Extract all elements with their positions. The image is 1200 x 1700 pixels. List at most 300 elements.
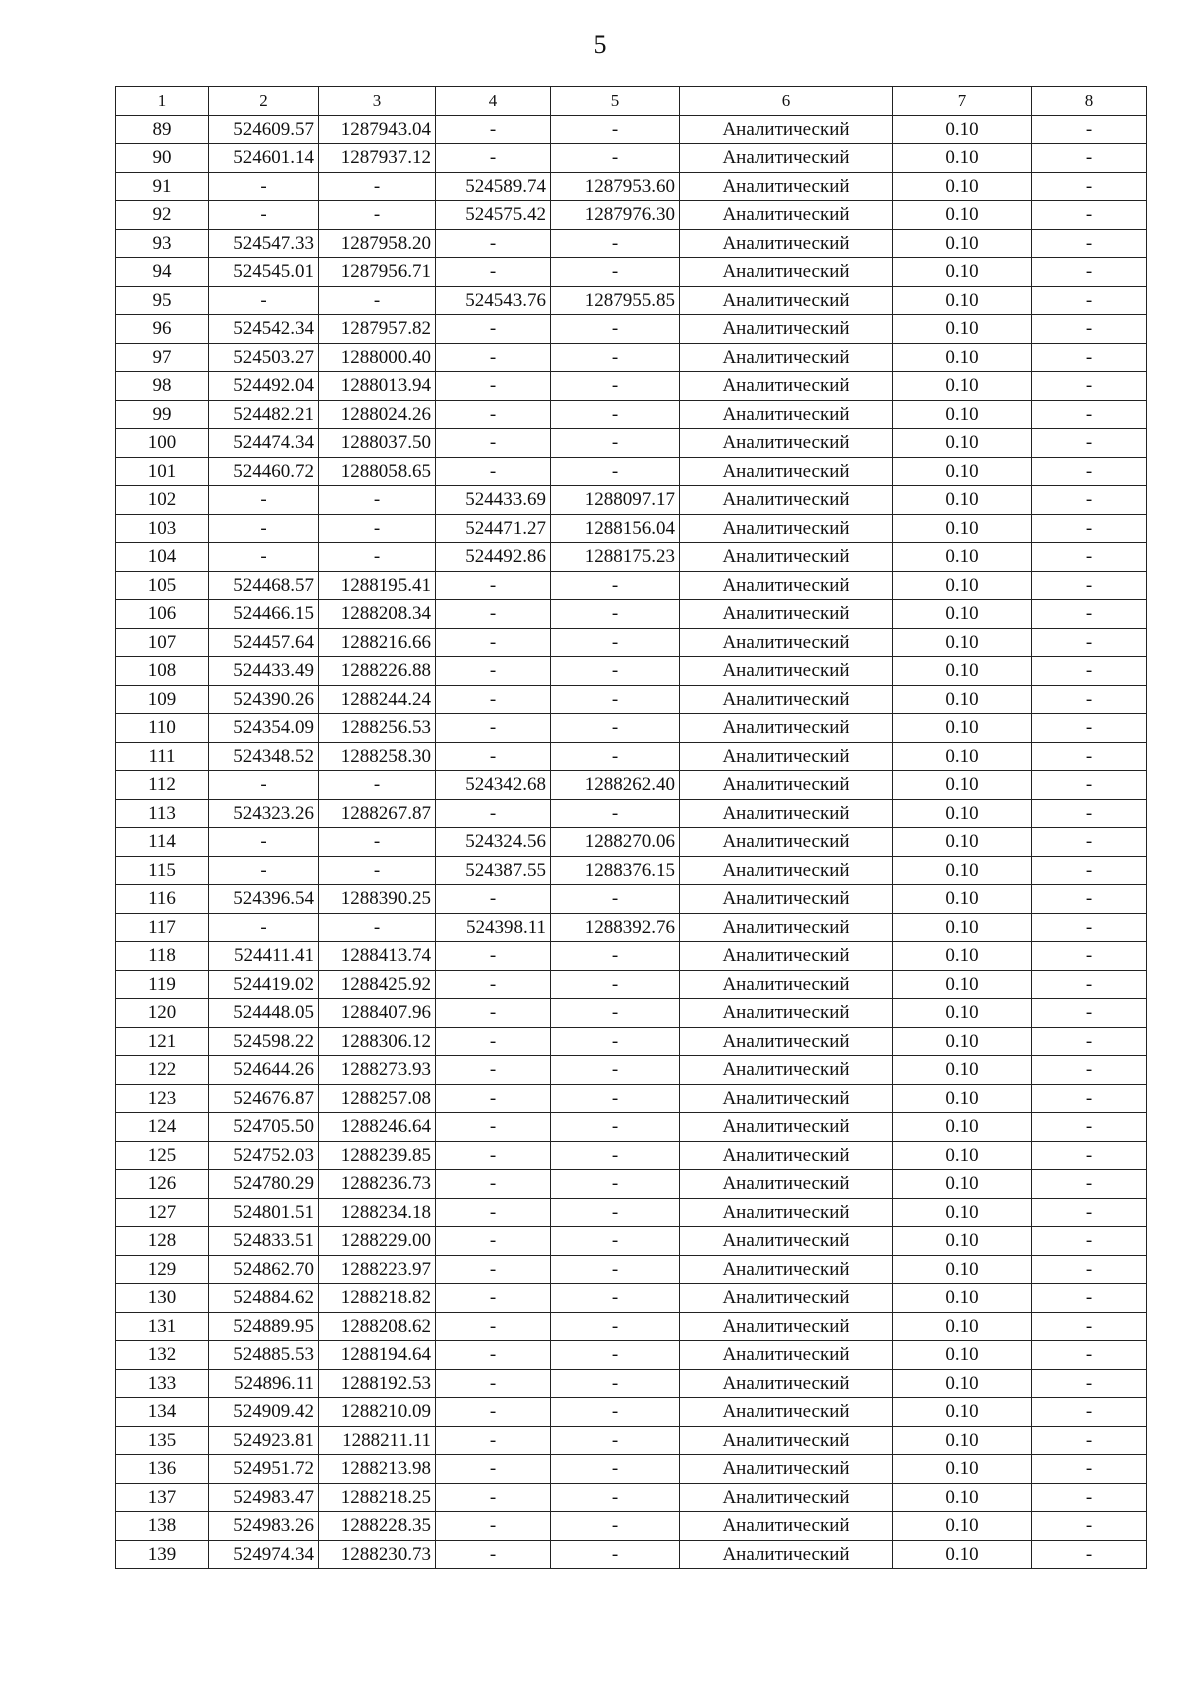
cell-x-new: -	[436, 457, 551, 486]
table-row	[116, 229, 1147, 258]
cell-accuracy: 0.10	[893, 1284, 1032, 1313]
cell-method: Аналитический	[680, 714, 893, 743]
cell-method: Аналитический	[680, 799, 893, 828]
cell-accuracy: 0.10	[893, 657, 1032, 686]
cell-x-existing: 524862.70	[209, 1255, 319, 1284]
cell-x-new: -	[436, 1426, 551, 1455]
cell-y-existing: 1288213.98	[319, 1455, 436, 1484]
cell-point-number: 98	[116, 372, 209, 401]
cell-description: -	[1032, 258, 1147, 287]
cell-x-new: -	[436, 1455, 551, 1484]
cell-accuracy: 0.10	[893, 1483, 1032, 1512]
cell-accuracy: 0.10	[893, 172, 1032, 201]
cell-method: Аналитический	[680, 856, 893, 885]
cell-method: Аналитический	[680, 457, 893, 486]
cell-y-new: -	[551, 400, 680, 429]
table-row	[116, 685, 1147, 714]
cell-x-new: -	[436, 970, 551, 999]
cell-x-existing: 524396.54	[209, 885, 319, 914]
cell-point-number: 119	[116, 970, 209, 999]
cell-accuracy: 0.10	[893, 771, 1032, 800]
table-row	[116, 514, 1147, 543]
cell-y-existing: 1288000.40	[319, 343, 436, 372]
cell-description: -	[1032, 286, 1147, 315]
cell-x-new: -	[436, 1483, 551, 1512]
cell-description: -	[1032, 970, 1147, 999]
cell-method: Аналитический	[680, 1341, 893, 1370]
cell-x-existing: 524609.57	[209, 115, 319, 144]
cell-x-new: -	[436, 400, 551, 429]
cell-point-number: 139	[116, 1540, 209, 1569]
cell-description: -	[1032, 942, 1147, 971]
cell-point-number: 124	[116, 1113, 209, 1142]
cell-point-number: 132	[116, 1341, 209, 1370]
cell-y-new: 1287976.30	[551, 201, 680, 230]
cell-description: -	[1032, 514, 1147, 543]
cell-x-existing: 524896.11	[209, 1369, 319, 1398]
cell-y-new: -	[551, 372, 680, 401]
cell-x-existing: 524801.51	[209, 1198, 319, 1227]
cell-x-new: -	[436, 1056, 551, 1085]
table-row	[116, 999, 1147, 1028]
cell-y-new: -	[551, 1312, 680, 1341]
cell-y-new: -	[551, 999, 680, 1028]
cell-x-existing: 524448.05	[209, 999, 319, 1028]
cell-method: Аналитический	[680, 201, 893, 230]
cell-y-new: -	[551, 885, 680, 914]
cell-accuracy: 0.10	[893, 115, 1032, 144]
cell-accuracy: 0.10	[893, 714, 1032, 743]
cell-y-new: -	[551, 1426, 680, 1455]
cell-y-new: 1288097.17	[551, 486, 680, 515]
cell-point-number: 93	[116, 229, 209, 258]
cell-y-new: -	[551, 429, 680, 458]
cell-x-new: -	[436, 999, 551, 1028]
table-row	[116, 343, 1147, 372]
cell-method: Аналитический	[680, 486, 893, 515]
table-row	[116, 1255, 1147, 1284]
cell-x-existing: 524545.01	[209, 258, 319, 287]
cell-accuracy: 0.10	[893, 514, 1032, 543]
cell-accuracy: 0.10	[893, 571, 1032, 600]
cell-x-existing: 524542.34	[209, 315, 319, 344]
cell-x-existing: -	[209, 771, 319, 800]
cell-x-existing: -	[209, 543, 319, 572]
cell-x-existing: 524482.21	[209, 400, 319, 429]
table-row	[116, 856, 1147, 885]
table-row	[116, 1312, 1147, 1341]
cell-y-new: -	[551, 970, 680, 999]
cell-accuracy: 0.10	[893, 229, 1032, 258]
cell-y-new: 1287953.60	[551, 172, 680, 201]
cell-method: Аналитический	[680, 1398, 893, 1427]
cell-x-existing: 524354.09	[209, 714, 319, 743]
table-row	[116, 1341, 1147, 1370]
cell-x-existing: 524974.34	[209, 1540, 319, 1569]
cell-point-number: 135	[116, 1426, 209, 1455]
cell-description: -	[1032, 1141, 1147, 1170]
cell-accuracy: 0.10	[893, 429, 1032, 458]
cell-accuracy: 0.10	[893, 1113, 1032, 1142]
cell-method: Аналитический	[680, 258, 893, 287]
cell-y-existing: 1288257.08	[319, 1084, 436, 1113]
cell-x-new: 524589.74	[436, 172, 551, 201]
cell-accuracy: 0.10	[893, 1084, 1032, 1113]
cell-accuracy: 0.10	[893, 315, 1032, 344]
cell-y-existing: 1288192.53	[319, 1369, 436, 1398]
cell-x-new: -	[436, 885, 551, 914]
table-row	[116, 543, 1147, 572]
cell-y-new: -	[551, 258, 680, 287]
cell-point-number: 116	[116, 885, 209, 914]
cell-x-new: -	[436, 714, 551, 743]
cell-description: -	[1032, 1227, 1147, 1256]
cell-accuracy: 0.10	[893, 742, 1032, 771]
cell-y-existing: 1288024.26	[319, 400, 436, 429]
cell-y-existing: 1288208.62	[319, 1312, 436, 1341]
cell-y-existing: 1288037.50	[319, 429, 436, 458]
cell-y-new: 1288156.04	[551, 514, 680, 543]
header-cell-5: 5	[551, 87, 680, 116]
cell-x-new: -	[436, 799, 551, 828]
table-row	[116, 1540, 1147, 1569]
cell-x-new: 524543.76	[436, 286, 551, 315]
table-row	[116, 258, 1147, 287]
cell-method: Аналитический	[680, 1284, 893, 1313]
cell-accuracy: 0.10	[893, 942, 1032, 971]
cell-x-existing: -	[209, 514, 319, 543]
cell-point-number: 95	[116, 286, 209, 315]
cell-x-new: 524492.86	[436, 543, 551, 572]
cell-accuracy: 0.10	[893, 999, 1032, 1028]
cell-y-existing: -	[319, 856, 436, 885]
table-row	[116, 115, 1147, 144]
cell-accuracy: 0.10	[893, 1027, 1032, 1056]
cell-x-existing: 524885.53	[209, 1341, 319, 1370]
cell-description: -	[1032, 1312, 1147, 1341]
cell-method: Аналитический	[680, 1170, 893, 1199]
cell-x-new: -	[436, 1540, 551, 1569]
cell-method: Аналитический	[680, 1512, 893, 1541]
cell-method: Аналитический	[680, 600, 893, 629]
cell-x-new: -	[436, 1027, 551, 1056]
table-row	[116, 628, 1147, 657]
header-cell-3: 3	[319, 87, 436, 116]
coordinates-table	[115, 86, 1147, 1569]
cell-y-existing: -	[319, 514, 436, 543]
cell-method: Аналитический	[680, 543, 893, 572]
cell-method: Аналитический	[680, 885, 893, 914]
cell-x-existing: 524492.04	[209, 372, 319, 401]
cell-y-new: -	[551, 457, 680, 486]
cell-point-number: 130	[116, 1284, 209, 1313]
cell-method: Аналитический	[680, 628, 893, 657]
cell-y-existing: 1288229.00	[319, 1227, 436, 1256]
cell-description: -	[1032, 1483, 1147, 1512]
cell-description: -	[1032, 486, 1147, 515]
cell-point-number: 137	[116, 1483, 209, 1512]
cell-description: -	[1032, 1426, 1147, 1455]
cell-y-existing: 1288258.30	[319, 742, 436, 771]
cell-y-existing: 1288228.35	[319, 1512, 436, 1541]
cell-x-new: -	[436, 1398, 551, 1427]
cell-x-existing: 524884.62	[209, 1284, 319, 1313]
cell-y-existing: 1288223.97	[319, 1255, 436, 1284]
cell-x-new: -	[436, 144, 551, 173]
cell-method: Аналитический	[680, 1227, 893, 1256]
cell-point-number: 121	[116, 1027, 209, 1056]
table-row	[116, 457, 1147, 486]
cell-y-existing: 1287937.12	[319, 144, 436, 173]
cell-point-number: 100	[116, 429, 209, 458]
cell-method: Аналитический	[680, 1455, 893, 1484]
cell-point-number: 101	[116, 457, 209, 486]
cell-y-existing: 1288218.82	[319, 1284, 436, 1313]
table-row	[116, 1170, 1147, 1199]
cell-x-existing: 524889.95	[209, 1312, 319, 1341]
cell-y-new: -	[551, 1455, 680, 1484]
cell-accuracy: 0.10	[893, 486, 1032, 515]
cell-y-existing: 1288234.18	[319, 1198, 436, 1227]
cell-x-existing: 524780.29	[209, 1170, 319, 1199]
cell-y-existing: 1288216.66	[319, 628, 436, 657]
cell-accuracy: 0.10	[893, 828, 1032, 857]
cell-description: -	[1032, 1198, 1147, 1227]
cell-point-number: 106	[116, 600, 209, 629]
cell-point-number: 104	[116, 543, 209, 572]
header-cell-7: 7	[893, 87, 1032, 116]
cell-method: Аналитический	[680, 970, 893, 999]
cell-y-new: -	[551, 343, 680, 372]
cell-x-existing: 524348.52	[209, 742, 319, 771]
cell-point-number: 103	[116, 514, 209, 543]
cell-x-existing: 524752.03	[209, 1141, 319, 1170]
cell-x-existing: 524503.27	[209, 343, 319, 372]
table-row	[116, 1084, 1147, 1113]
cell-y-existing: 1288425.92	[319, 970, 436, 999]
cell-x-new: -	[436, 1198, 551, 1227]
cell-point-number: 108	[116, 657, 209, 686]
table-row	[116, 400, 1147, 429]
cell-y-new: -	[551, 1255, 680, 1284]
cell-point-number: 99	[116, 400, 209, 429]
table-row	[116, 144, 1147, 173]
table-row	[116, 1227, 1147, 1256]
cell-x-new: -	[436, 628, 551, 657]
cell-y-new: -	[551, 144, 680, 173]
cell-x-new: -	[436, 657, 551, 686]
cell-y-new: -	[551, 1369, 680, 1398]
cell-x-existing: 524833.51	[209, 1227, 319, 1256]
cell-y-existing: 1287958.20	[319, 229, 436, 258]
cell-x-existing: 524923.81	[209, 1426, 319, 1455]
cell-y-new: 1288270.06	[551, 828, 680, 857]
cell-x-new: -	[436, 942, 551, 971]
cell-x-new: -	[436, 1084, 551, 1113]
cell-description: -	[1032, 1084, 1147, 1113]
cell-x-existing: 524390.26	[209, 685, 319, 714]
cell-description: -	[1032, 1341, 1147, 1370]
cell-x-new: 524387.55	[436, 856, 551, 885]
cell-x-existing: 524460.72	[209, 457, 319, 486]
cell-x-existing: 524951.72	[209, 1455, 319, 1484]
cell-y-existing: -	[319, 201, 436, 230]
cell-point-number: 122	[116, 1056, 209, 1085]
cell-y-new: -	[551, 600, 680, 629]
table-row	[116, 942, 1147, 971]
cell-description: -	[1032, 600, 1147, 629]
cell-description: -	[1032, 714, 1147, 743]
table-row	[116, 1369, 1147, 1398]
cell-method: Аналитический	[680, 343, 893, 372]
cell-x-existing: 524644.26	[209, 1056, 319, 1085]
table-row	[116, 571, 1147, 600]
cell-x-new: 524433.69	[436, 486, 551, 515]
cell-y-new: -	[551, 685, 680, 714]
table-row	[116, 1113, 1147, 1142]
cell-y-existing: 1288239.85	[319, 1141, 436, 1170]
table-row	[116, 201, 1147, 230]
cell-x-new: -	[436, 1284, 551, 1313]
cell-method: Аналитический	[680, 1027, 893, 1056]
table-row	[116, 600, 1147, 629]
cell-accuracy: 0.10	[893, 1056, 1032, 1085]
table-row	[116, 1056, 1147, 1085]
cell-y-new: -	[551, 1113, 680, 1142]
cell-method: Аналитический	[680, 172, 893, 201]
table-row	[116, 1512, 1147, 1541]
cell-point-number: 111	[116, 742, 209, 771]
cell-accuracy: 0.10	[893, 372, 1032, 401]
cell-description: -	[1032, 457, 1147, 486]
cell-description: -	[1032, 1113, 1147, 1142]
cell-x-new: 524575.42	[436, 201, 551, 230]
cell-accuracy: 0.10	[893, 543, 1032, 572]
cell-x-existing: 524419.02	[209, 970, 319, 999]
table-row	[116, 1483, 1147, 1512]
table-row	[116, 1426, 1147, 1455]
cell-method: Аналитический	[680, 771, 893, 800]
cell-point-number: 115	[116, 856, 209, 885]
cell-x-existing: 524547.33	[209, 229, 319, 258]
cell-x-existing: 524705.50	[209, 1113, 319, 1142]
cell-y-existing: 1288208.34	[319, 600, 436, 629]
cell-description: -	[1032, 343, 1147, 372]
cell-x-new: -	[436, 1113, 551, 1142]
table-body	[116, 87, 1147, 1569]
cell-description: -	[1032, 1284, 1147, 1313]
cell-point-number: 112	[116, 771, 209, 800]
cell-x-existing: -	[209, 286, 319, 315]
cell-description: -	[1032, 1398, 1147, 1427]
cell-y-new: -	[551, 1084, 680, 1113]
cell-description: -	[1032, 1512, 1147, 1541]
cell-method: Аналитический	[680, 1198, 893, 1227]
cell-y-existing: 1288230.73	[319, 1540, 436, 1569]
cell-y-existing: 1288211.11	[319, 1426, 436, 1455]
cell-method: Аналитический	[680, 429, 893, 458]
header-cell-6: 6	[680, 87, 893, 116]
cell-point-number: 90	[116, 144, 209, 173]
cell-y-existing: 1288218.25	[319, 1483, 436, 1512]
cell-description: -	[1032, 1056, 1147, 1085]
cell-x-new: 524342.68	[436, 771, 551, 800]
cell-y-new: -	[551, 1141, 680, 1170]
header-cell-8: 8	[1032, 87, 1147, 116]
cell-x-existing: 524474.34	[209, 429, 319, 458]
table-row	[116, 970, 1147, 999]
cell-point-number: 118	[116, 942, 209, 971]
cell-method: Аналитический	[680, 657, 893, 686]
cell-description: -	[1032, 742, 1147, 771]
cell-x-existing: 524411.41	[209, 942, 319, 971]
cell-accuracy: 0.10	[893, 1398, 1032, 1427]
cell-description: -	[1032, 315, 1147, 344]
table-row	[116, 828, 1147, 857]
cell-description: -	[1032, 1170, 1147, 1199]
table-row	[116, 799, 1147, 828]
header-cell-1: 1	[116, 87, 209, 116]
cell-y-new: -	[551, 1398, 680, 1427]
cell-y-existing: -	[319, 543, 436, 572]
cell-method: Аналитический	[680, 1141, 893, 1170]
cell-method: Аналитический	[680, 828, 893, 857]
table-row	[116, 315, 1147, 344]
cell-y-existing: -	[319, 286, 436, 315]
cell-x-existing: -	[209, 828, 319, 857]
cell-point-number: 107	[116, 628, 209, 657]
cell-y-existing: 1288246.64	[319, 1113, 436, 1142]
cell-y-new: -	[551, 1198, 680, 1227]
cell-x-existing: 524468.57	[209, 571, 319, 600]
cell-description: -	[1032, 172, 1147, 201]
cell-y-new: -	[551, 571, 680, 600]
cell-y-existing: 1288267.87	[319, 799, 436, 828]
cell-x-existing: 524983.26	[209, 1512, 319, 1541]
cell-point-number: 110	[116, 714, 209, 743]
cell-point-number: 97	[116, 343, 209, 372]
cell-method: Аналитический	[680, 229, 893, 258]
cell-y-existing: 1288210.09	[319, 1398, 436, 1427]
cell-accuracy: 0.10	[893, 1170, 1032, 1199]
cell-x-new: -	[436, 372, 551, 401]
cell-x-existing: 524909.42	[209, 1398, 319, 1427]
cell-accuracy: 0.10	[893, 400, 1032, 429]
cell-accuracy: 0.10	[893, 885, 1032, 914]
cell-x-existing: -	[209, 486, 319, 515]
cell-y-new: -	[551, 1284, 680, 1313]
cell-method: Аналитический	[680, 1312, 893, 1341]
cell-description: -	[1032, 1369, 1147, 1398]
cell-point-number: 120	[116, 999, 209, 1028]
cell-x-existing: -	[209, 913, 319, 942]
cell-method: Аналитический	[680, 115, 893, 144]
cell-method: Аналитический	[680, 514, 893, 543]
cell-accuracy: 0.10	[893, 201, 1032, 230]
cell-description: -	[1032, 771, 1147, 800]
cell-x-new: -	[436, 571, 551, 600]
cell-y-existing: 1288195.41	[319, 571, 436, 600]
cell-x-existing: 524433.49	[209, 657, 319, 686]
cell-y-new: 1288262.40	[551, 771, 680, 800]
cell-y-existing: -	[319, 828, 436, 857]
cell-description: -	[1032, 628, 1147, 657]
header-row	[116, 87, 1147, 116]
cell-y-new: -	[551, 115, 680, 144]
cell-y-existing: -	[319, 913, 436, 942]
cell-accuracy: 0.10	[893, 1141, 1032, 1170]
cell-y-new: -	[551, 628, 680, 657]
